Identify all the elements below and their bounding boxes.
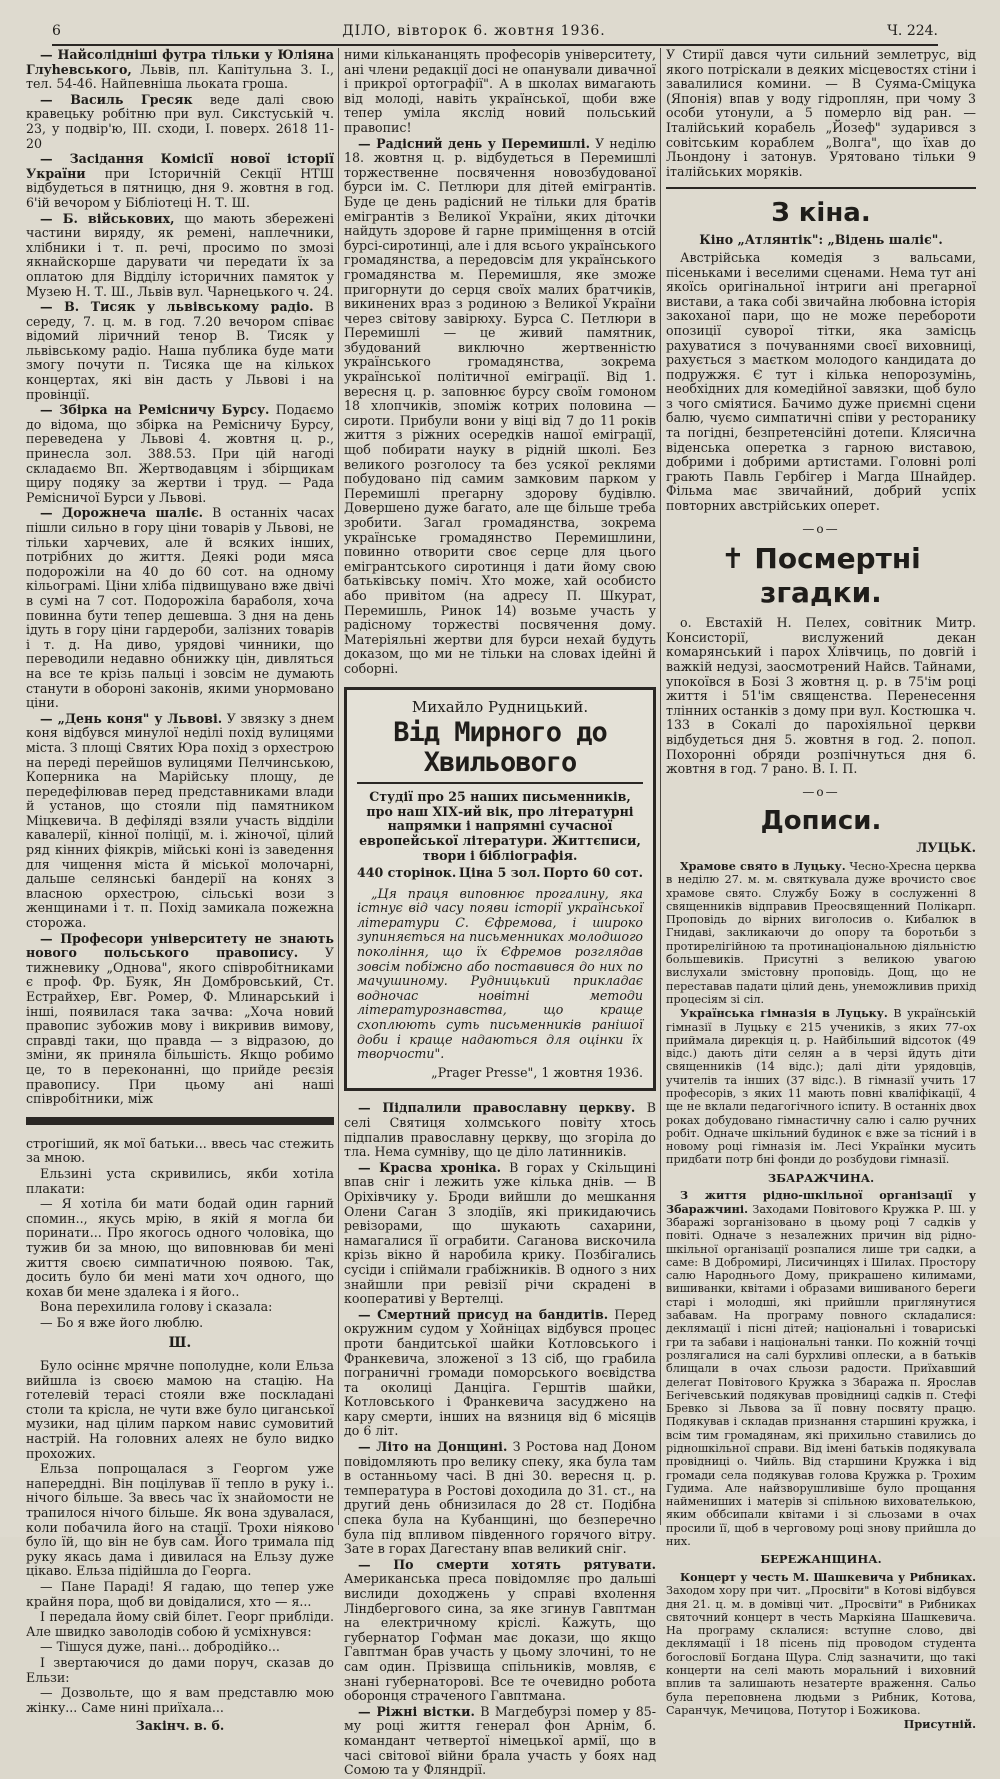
news-item: [344, 1308, 656, 1439]
ad-pages: 440 сторінок.: [357, 865, 457, 881]
continued-text: ними кількананцять професорів університету, ані члени редакції досі не опанували дивачної і прикрої ортографії". А в школах вимагають від молоді, навіть української, щоби вже тепер уміла якслід новий польський правопис!: [344, 47, 656, 135]
section-divider: [666, 187, 976, 189]
place-berezhany: БЕРЕЖАНЩИНА.: [760, 1552, 882, 1567]
news-item-text: Перед окружним судом у Хойніцах відбувся процес проти бандитської шайки Котловського і Франкевича, зложеної з 13 сіб, що грабила пограничні громади поморського воєвідства та околиці Данціга. Герштів шайки, Котловського і Франкевича засуджено на кару смерти, інших на вязниця від 6 місяців до 6 літ.: [344, 1306, 656, 1439]
masthead: [52, 18, 938, 46]
news-item: [344, 1440, 656, 1557]
news-item: [26, 48, 334, 92]
zbarazh-text: Заходами Повітового Кружка Р. Ш. у Збаражі зорганізовано в цьому році 7 садків у повіті. Одначе з незалежних причин від рідно-шкільної організації розпалися лише три садки, а саме: В Добромирі, Лисичинцях і Шилах. Простору салю Народнього Дому, прикрашено килимами, вишиванки, квітами і образами вишиваного береги старі і молодші, які прийшли приглянутися забавам. На програму повного складалися: деклямації і пісні дітей; національні і товариські гри та забави і національні танки. По кожній точці розлягалися на салі бурхливі оплески, а в батьків блищали в очах сльози радости. Приїхавший делегат Повітового Кружка з Збаража п. Ярослав Бегічевський подякував провідниці садків п. Стефі Бревко зі Львова за її повну посвяту працю. Подякував і складав признання старшині кружка, і всім тим громадянам, які прихильно ставились до рідношкільної справи. Від імені батьків подякувала провідниці о. Чийль. Від старшини Кружка і від громади села подякував голова Кружка р. Трохим Гудима. Але найзворушливіше було прощання наймениших і матерів зі спільною вихователькою, яким оббсипали квітами і зі сльозами в очах просили її, щоб в черговому році знову прийшла до них.: [666, 1202, 977, 1549]
news-item-text: З Ростова над Доном повідомляють про велику спеку, яка була там в останньому часі. В дні 30. вересня ц. р. температура в Ростові доходила до 31. ст., на другий день обнизилася до 28 ст. Подібна спека була на Кубанщині, що безперечно була під впливом південного горячого вітру. Зате в горах Дагестану впав великий сніг.: [344, 1439, 656, 1557]
news-item-title: — Засідання Комісії нової історії України: [26, 151, 334, 181]
news-items: [344, 137, 656, 677]
news-item-title: — В. Тисяк у львівському радіо.: [40, 299, 314, 315]
ornament-divider: —o—: [802, 784, 840, 799]
report-signature: Присутній.: [903, 1717, 976, 1732]
issue-number: Ч. 224.: [887, 23, 938, 39]
news-item: [26, 712, 334, 931]
column-rule: [660, 48, 661, 1525]
news-item: Ельзині уста скривились, якби хотіла плакати:: [26, 1165, 334, 1196]
news-item-text: В українській гімназії в Луцьку є 215 учеників, з яких 77-ох приймала дирекція ц. р. Найбільший відсоток (49 відс.) дають діти селян а в черзі йдуть діти священників (14 відс.); далі діти урядовців, учителів та інших (37 відс.). В гімназії учить 17 професорів, з яких 11 мають повні кваліфікації, 4 ще не вклали педагогічного іспиту. В останніх двох роках добудовано гімнастичну салю і салю ручних робіт. Одначе шкільний будинок є вже за тісний і в новому році гімназія ім. Лесі Українки мусить придбати потр бні фонди до розбудови гімназії.: [666, 1007, 976, 1167]
ad-price: Ціна 5 зол.: [458, 865, 541, 881]
news-item-title: — Смертний присуд на бандитів.: [358, 1306, 609, 1322]
news-item-title: — Дорожнеча шаліє.: [40, 505, 204, 521]
column-3: [666, 48, 976, 1732]
story-continued: Закінч. в. б.: [135, 1718, 225, 1734]
news-item: — Тішуся дуже, пані... добродійко...: [40, 1639, 280, 1655]
news-item: — Дозвольте, що я вам представлю мою жінку... Саме нині приїхала...: [26, 1685, 334, 1715]
news-item: [26, 932, 334, 1107]
news-item: [26, 93, 334, 151]
zbarazh-report: [666, 1189, 976, 1548]
news-items: [26, 48, 334, 1107]
ad-title: Від Мирного до Хвильового: [357, 718, 643, 784]
news-item-title: — Найсолідніші футра тільки у Юліяна Глуhевського,: [26, 47, 334, 77]
news-item-title: Українська гімназія в Луцьку.: [680, 1006, 888, 1021]
news-item: [26, 506, 334, 710]
news-item: [344, 137, 656, 677]
news-item-text: В середу, 7. ц. м. в год. 7.20 вечором співає відомий ліричний тенор В. Тисяк у львівському радіо. Наша публика буде мати змогу почути п. Тисяка ще на кількох концертах, які він дасть у Львові і на провінції.: [26, 299, 334, 402]
news-item-text: В горах у Скільщині впав сніг і лежить уже кілька днів. — В Оріхівчику у. Броди вийшли до мешкання Олени Саган 3 злодіїв, які прикидаючись ревізорами, що шукають сахарини, намагалися її ограбити. Саганова вискочила крізь вікно й наробила крику. Позбігались сусіди і спіймали грабіжників. В одного з них знайшли при ревізії річи скрадені в кооперативі у Вертелці.: [344, 1159, 656, 1307]
news-item-title: — Підпалили православну церкву.: [358, 1100, 636, 1116]
news-item-title: — „День коня" у Львові.: [40, 710, 223, 726]
news-item-text: У неділю 18. жовтня ц. р. відбудеться в Перемишлі торжественне посвячення новозбудованої бурси ім. С. Петлюри для дітей емігрантів. Буде це день радісний не тільки для братів емігрантів з Великої України, яких діточки найдуть здорове й гарне приміщення в отсій бурсі-сиротинці, але і для всього українського громадянства, а передовсім для українського громадянства м. Перемишля, яке зможе пригорнути до серця своїх малих братчиків, викинених враз з родиною з Великої України через світову завірюху. Бурса С. Петлюри в Перемишлі — це живий памятник, збудований виключно жертвенністю українського громадянства, зокрема української політичної еміграції. Від 1. вересня ц. р. заповнює бурсу своїм гомоном 18 хлопчиків, зпоміж котрих половина — сироти. Прибули вони у віці від 7 до 11 років життя з ріжних осередків нашої еміграції, щоб побирати науку в рідній школі. Без великого розголосу та без усякої реклями побудовано під самим замковим парком у Перемишлі прегарну здорову будівлю. Довершено дуже багато, але ще більше треба зробити. Загал громадянства, зокрема українське громадянство Перемишлини, повинно отворити своє серце для цього емігрантського сиротинця і дати йому свою батьківську поміч. Хто може, хай особисто або привітом (на адресу П. Шкурат, Перемишль, Ринок 14) возьме участь у радісному торжестві посвячення дому. Матеріяльні жертви для бурси нехай будуть доказом, що ми не тільки на словах ідейні й соборні.: [344, 135, 656, 676]
section-divider: [26, 1117, 334, 1125]
berezhany-title: Концерт у честь М. Шашкевича у Рибниках.: [680, 1569, 976, 1584]
story-lead: строгіший, як мої батьки... ввесь час стежить за мною.: [26, 1135, 334, 1166]
news-item-title: — Б. військових,: [40, 210, 175, 226]
news-item: Було осіннє мрячне пополудне, коли Ельза вийшла із своєю мамою на стацію. На готелевій терасі стояли вже поскладані столи та крісла, не чути вже було циганської музики, над цілим парком навис сумовитий настрій. На головних алеях не було видко прохожих.: [26, 1358, 334, 1461]
news-item-title: — По смерти хотять рятувати.: [358, 1556, 656, 1572]
news-item: [26, 300, 334, 402]
news-item-title: — Збірка на Ремісничу Бурсу.: [40, 402, 270, 418]
news-item: Вона перехилила голову і сказала:: [40, 1299, 273, 1315]
news-items: [344, 1101, 656, 1777]
news-item: — Бо я вже його люблю.: [40, 1314, 204, 1330]
news-item: [344, 1101, 656, 1159]
ad-postage: Порто 60 сот.: [543, 865, 643, 881]
reports-heading: Дописи.: [760, 806, 882, 837]
news-item-title: Храмове свято в Луцьку.: [680, 858, 846, 873]
news-item: [26, 152, 334, 210]
ad-quote: „Ця праця виповнює прогалину, яка істнує від часу появи історії української літератури С. Єфремова, і широко зупиняється на письменниках молодшого покоління, що їх Єфремов розглядав зовсім побіжно або поставився до них по мачушиному. Рудницький прикладає водночас новітні методи літературознавства, що краще схоплюють суть письменників ранішої доби і краще надаються для оцінки їх творчости".: [357, 885, 644, 1062]
news-item-title: — Ріжні вістки.: [358, 1703, 475, 1719]
news-item: — Я хотіла би мати бодай один гарний спомин.., якусь мрію, в якій я могла би поринати... Про якогось одного чоловіка, що тужив би за мною, що виповнював би мені життя своєю симпатичною появою. Так, досить було би мені мати хоч одного, що кохав би мене здалека і я його..: [26, 1196, 334, 1299]
news-item-title: — Професори університету не знають нового польського правопису.: [26, 930, 334, 961]
news-item-text: при Історичній Секції НТШ відбудеться в пятницю, дня 9. жовтня в год. 6'ій вечором у Бібліотеці Н. Т. Ш.: [26, 165, 334, 210]
news-item: [666, 1007, 976, 1167]
obituary-heading: ✝ Посмертні згадки.: [721, 542, 921, 610]
news-item-text: У звязку з днем коня відбувся минулої неділі похід вулицями міста. З площі Святих Юра похід з орхестрою на переді перейшов вулицями Пелчинською, Коперника на Марійську площу, де передефілював перед представниками влади й установ, що стояли під памятником Міцкевича. В дефіляді взяли участь відділи кавалерії, кінної поліції, м. і. жіночої, цілий ряд кінних фіякрів, мійські коні із заведення для чищення міста й міської молочарні, дальше селянські бандерії на конях з власною орхестрою, сільські вози з женщинами і т. п. Похід замикала пожежна сторожа.: [26, 710, 334, 931]
news-item-title: — Красва хроніка.: [358, 1159, 501, 1175]
ad-source: „Prager Presse", 1 жовтня 1936.: [431, 1064, 643, 1080]
news-item: [26, 212, 334, 300]
news-item: [344, 1558, 656, 1704]
ad-author: Михайло Рудницький.: [411, 697, 589, 716]
news-item: [26, 403, 334, 505]
news-item-title: — Літо на Донщині.: [358, 1439, 508, 1455]
cinema-heading: З кіна.: [771, 198, 871, 229]
news-item: І передала йому свій білет. Георг прибліди. Але швидко заволодів собою й усміхнувся:: [26, 1609, 334, 1639]
ornament-divider: —o—: [802, 521, 840, 536]
column-1: [26, 48, 334, 1734]
news-item-text: Американська преса повідомляє про дальші вислиди доходжень у справі вхолення Ліндбергового сина, за яке згинув Гавптман на електричному кріслі. Кажуть, що губернатор Гофман має докази, що якщо Гавптман брав участь у цьому злочині, то не сам один. Прізвища спільників, мовляв, є знані губернаторові. Все те очевидно робота оборонця страченого Гавптмана.: [344, 1571, 656, 1704]
news-item-text: веде далі свою кравецьку робітню при вул. Сикстуській ч. 23, у подвір'ю, III. сходи, І. поверх. 2618 11-20: [26, 91, 334, 151]
news-item-text: В селі Святиця холмського повіту хтось підпалив православну церкву, що згоріла до тла. Нема сумніву, що це діло латинників.: [344, 1100, 656, 1160]
zbarazh-title: З життя рідно-шкільної організації у Збаражчині.: [666, 1188, 976, 1216]
place-zbarazh: ЗБАРАЖЧИНА.: [767, 1170, 875, 1185]
chapter-number: Ш.: [168, 1335, 192, 1352]
obituary-text: о. Евстахій Н. Пелех, совітник Митр. Консисторії, вислужений декан комарянський і парох Хлівчиць, по довгій і важкій недузі, заосмотрений Найсв. Тайнами, упокоївся в Бозі 3 жовтня ц. р. в 75'ім році життя і 51'ім священства. Перенесення тлінних останків з дому при вул. Костюшка ч. 133 в Сокалі до парохіяльної церкви відбудеться дня 5. жовтня в год. 2. попол. Похоронні обряди розпічнуться дня 6. жовтня в год. 7 рано. В. І. П.: [666, 615, 976, 777]
news-item-text: що мають збережені частини виряду, як ремені, наплечники, хлібники і т. п. речі, просимо по змозі якнайскорше дарувати чи передати їх за оплатою для Відділу історичних памяток у Музею Н. Т. Ш., Львів вул. Чарнецького ч. 24.: [26, 210, 334, 299]
news-item: — Пане Параді! Я гадаю, що тепер уже крайня пора, щоб ви довідалися, хто — я...: [26, 1578, 334, 1609]
feuilleton-story: [26, 1137, 334, 1734]
news-item: Ельза попрощалася з Георгом уже напереддні. Він поцілував її тепло в руку і.. нічого більше. За ввесь час їх знайомости не трапилося нічого більше. Як вона здувалася, коли побачила його на стації. Трохи ніяково було їй, що він не був сам. Його тримала під руку якась дама і дивилася на Ельзу дуже цікаво. Ельза підійшла до Георга.: [26, 1461, 334, 1579]
page-number: 6: [52, 23, 61, 39]
cinema-review: Австрійська комедія з вальсами, пісеньками і веселими сценами. Нема тут ані якоїсь оригінальної інтриги ані прегарної вистави, а така собі звичайна любовна історія закоханої пари, що не може перебороти опозиції суворої тітки, яка замісць рахуватися з почуваннями своєї виховниці, рахується з маєтком молодого кандидата до подружжя. Є тут і кілька непорозумінь, необхідних для комедійної завязки, щоб було з чого сміятися. Бачимо дуже приємні сцени балю, чуємо симпатичні співи у ресторанику та погідні, безпретенсійні дотепи. Клясична віденська оперетка з гарною виставою, добрими і добрими артистами. Головні ролі грають Павль Гербігер і Магда Шнайдер. Фільма має звичайний, добрий успіх повторних австрійських оперет.: [666, 249, 976, 514]
news-item: [666, 860, 976, 1006]
news-item: І звертаючися до дами поруч, сказав до Ельзи:: [26, 1654, 334, 1685]
news-item-text: У тижневику „Однова", якого співробітниками є проф. Фр. Буяк, Ян Домбровський, Ст. Естрайхер, Евг. Ромер, Ф. Млинарський і інші, появилася така зачва: „Хоча новий правопис зубожив мову і викривив вимову, справді таки, що правда — з відразою, до зміни, як приняла більшість. Якщо робимо це, то в переконанні, що прийде реєзія правопису. При цьому ані наші співробітники, між: [26, 945, 334, 1107]
book-advertisement: [344, 687, 656, 1092]
berezhany-report: [666, 1571, 976, 1717]
news-item: [344, 1705, 656, 1778]
berezhany-text: Заходом хору при чит. „Просвіти" в Котові відбувся дня 21. ц. м. в домівці чит. „Просвіти" в Рибниках святочний концерт в честь Маркіяна Шашкевича. На програму склалися: вступне слово, дві деклямації і 18 пісень під проводом студента богословії Богдана Щура. Слід зазначити, що такі концерти на селі мають моральний і виховний вплив та залишають незатерте враження. Сальо була переповнена людьми з Рибник, Котова, Саранчук, Мечицова, Потутор і Божикова.: [666, 1584, 976, 1717]
news-item-title: — Радісний день у Перемишлі.: [358, 135, 590, 151]
masthead-title: ДІЛО, вівторок 6. жовтня 1936.: [342, 23, 606, 39]
news-item-title: — Василь Гресяк: [40, 91, 193, 107]
column-2: [344, 48, 656, 1779]
news-item-text: Львів, пл. Капітульна 3. І., тел. 54-46. Найпевніша льоката гроша.: [26, 61, 335, 92]
news-item-text: Чесно-Хресна церква в неділю 27. м. м. святкувала дуже врочисто своє храмове свято. Службу Божу в сослуженні 8 священників відправив Преосвященний Полікарп. Проповідь до вірних виголосив о. Кибалюк в Гнидаві, закликаючи до опору та боротьби з протирелігійною та протинаціональною діяльністю большевиків. Присутні з великою увагою вислухали змістовну проповідь. Дощ, що не переставав падати цілий день, унеможливив прихід процесіям зі сіл.: [666, 859, 976, 1006]
news-item-text: Подаємо до відома, що збірка на Ремісничу Бурсу, переведена у Львові 4. жовтня ц. р., принесла зол. 388.53. При цій нагоді складаємо Вп. Жертводавцям і збірщикам щиру подяку за жертви і труд. — Рада Ремісничої Бурси у Львові.: [26, 402, 334, 505]
continued-text: У Стирії дався чути сильний землетрус, від якого потріскали в деяких місцевостях стіни і завалилися комини. — В Суяма-Сміцука (Японія) впав у воду гідроплян, при чому 3 особи утонули, а 5 померло від ран. — Італійський корабель „Йозеф" зударився з совітським кораблем „Волга", що їхав до Льондону і затонув. Урятовано тільки 9 італійських моряків.: [666, 47, 976, 179]
place-lutsk: ЛУЦЬК.: [916, 840, 976, 856]
news-item-text: В Магдебурзі помер у 85-му році життя генерал фон Арнім, б. командант четвертої німецької армії, що в часі світової війни брала участь у боях над Сомою та у Фляндрії.: [344, 1703, 656, 1778]
news-item: [344, 1161, 656, 1307]
column-rule: [338, 48, 339, 1525]
ad-meta: [357, 866, 643, 881]
news-item-text: В останніх часах пішли сильно в гору ціни товарів у Львові, не тільки харчевих, але й всяких інших, потрібних до життя. Деякі роди мяса подорожіли на 40 до 60 сот. на одному кільограмі. Ціни хліба підвищувано вже двічі в сумі на 7 сот. Подорожіла бараболя, хоча повинна бути тепер дешевша. З дня на день ідуть в гору ціни гардероби, залізних товарів і т. д. На диво, урядові чинники, що переводили недавно обнижку цін, дивляться на все те крізь пальці і зовсім не думають станути в обороні законів, якими унормовано ціни.: [26, 505, 334, 711]
ad-description: Студії про 25 наших письменників, про наш ХІХ-ий вік, про літературні напрямки і напрямні сучасної европейської літератури. Життєписи, твори і бібліографія.: [359, 789, 641, 863]
cinema-subheading: Кіно „Атлянтік": „Відень шаліє".: [699, 232, 943, 248]
